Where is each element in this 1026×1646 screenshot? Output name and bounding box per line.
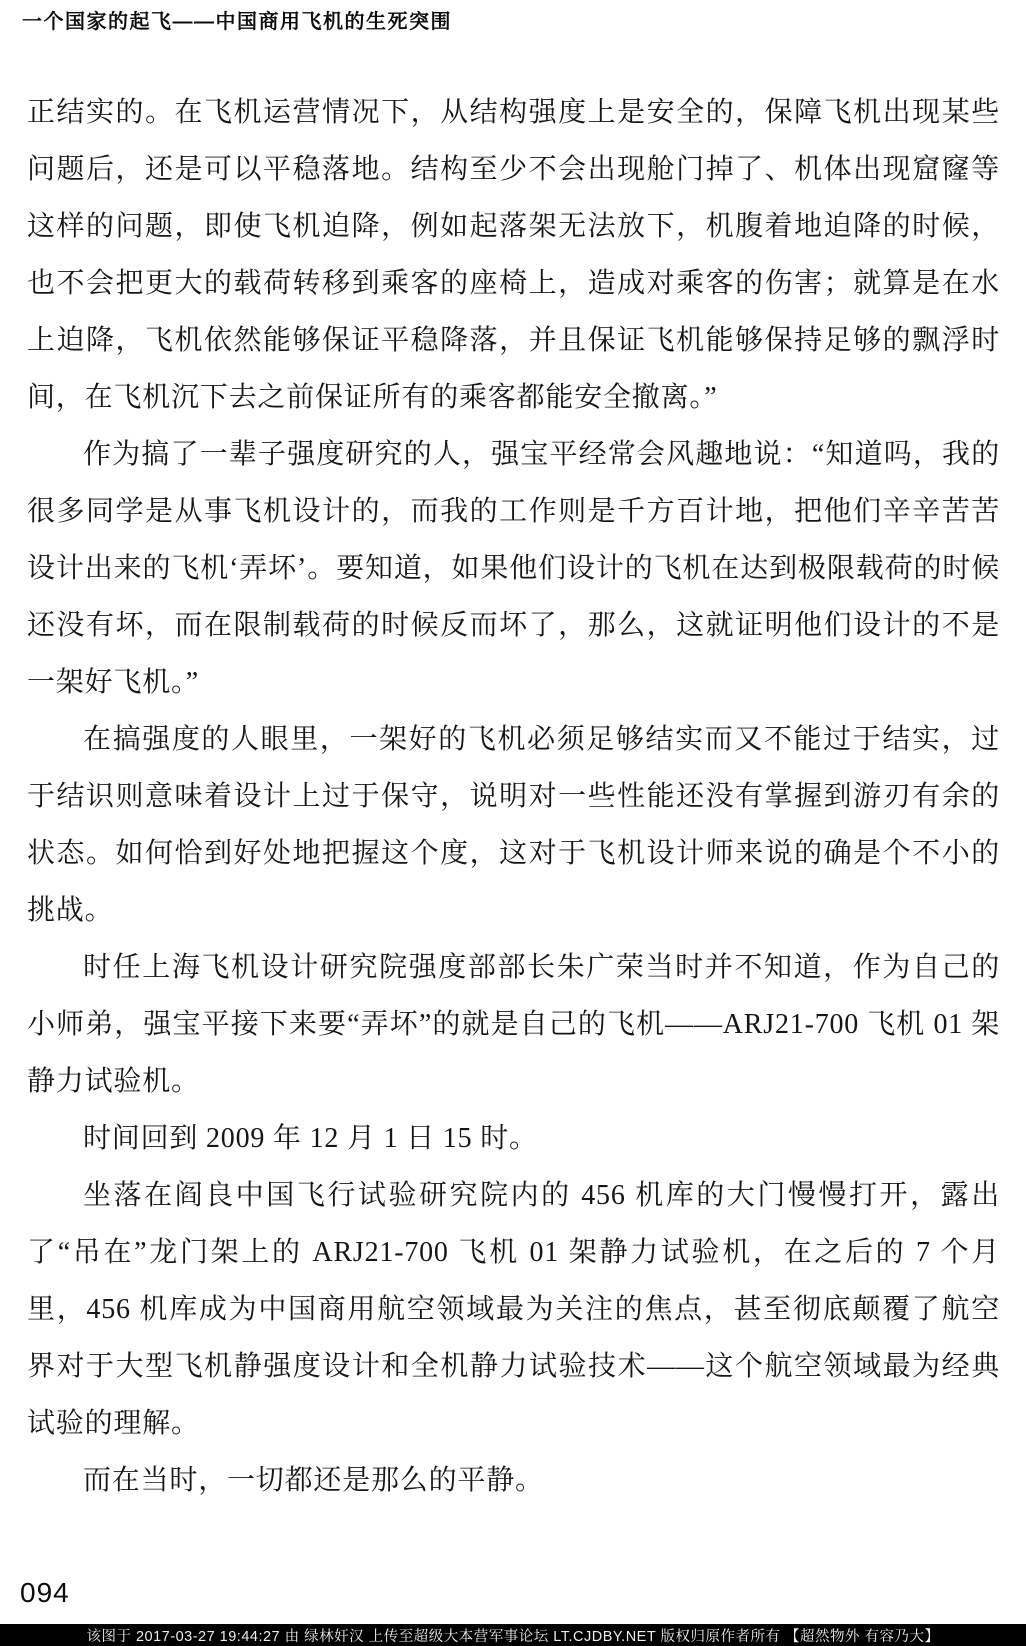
page-number: 094 xyxy=(20,1577,70,1608)
paragraph: 作为搞了一辈子强度研究的人，强宝平经常会风趣地说：“知道吗，我的很多同学是从事飞机设计的，而我的工作则是千方百计地，把他们辛辛苦苦设计出来的飞机‘弄坏’。要知道，如果他们设计的飞机在达到极限载荷的时候还没有坏，而在限制载荷的时候反而坏了，那么，这就证明他们设计的不是一架好飞机。” xyxy=(27,439,1000,698)
paragraph: 时间回到 2009 年 12 月 1 日 15 时。 xyxy=(83,1123,538,1154)
paragraph: 而在当时，一切都还是那么的平静。 xyxy=(83,1465,544,1496)
paragraph: 时任上海飞机设计研究院强度部部长朱广荣当时并不知道，作为自己的小师弟，强宝平接下来要“弄坏”的就是自己的飞机——ARJ21-700 飞机 01 架静力试验机。 xyxy=(27,952,1000,1097)
paragraph: 在搞强度的人眼里，一架好的飞机必须足够结实而又不能过于结实，过于结识则意味着设计上过于保守，说明对一些性能还没有掌握到游刃有余的状态。如何恰到好处地把握这个度，这对于飞机设计师来说的确是个不小的挑战。 xyxy=(27,724,1000,926)
watermark-text: 该图于 2017-03-27 19:44:27 由 绿林奸汉 上传至超级大本营军事论坛 LT.CJDBY.NET 版权归原作者所有 【超然物外 有容乃大】 xyxy=(86,1628,940,1645)
page-body-text xyxy=(27,84,1000,1509)
running-header-title: 一个国家的起飞——中国商用飞机的生死突围 xyxy=(22,11,452,33)
paragraph: 正结实的。在飞机运营情况下，从结构强度上是安全的，保障飞机出现某些问题后，还是可以平稳落地。结构至少不会出现舱门掉了、机体出现窟窿等这样的问题，即使飞机迫降，例如起落架无法放下，机腹着地迫降的时候，也不会把更大的载荷转移到乘客的座椅上，造成对乘客的伤害；就算是在水上迫降，飞机依然能够保证平稳降落，并且保证飞机能够保持足够的飘浮时间，在飞机沉下去之前保证所有的乘客都能安全撤离。” xyxy=(27,97,1000,413)
watermark-bar xyxy=(0,1624,1026,1646)
paragraph: 坐落在阎良中国飞行试验研究院内的 456 机库的大门慢慢打开，露出了“吊在”龙门架上的 ARJ21-700 飞机 01 架静力试验机，在之后的 7 个月里，456 机库成为中国商用航空领域最为关注的焦点，甚至彻底颠覆了航空界对于大型飞机静强度设计和全机静力试验技术——这个航空领域最为经典试验的理解。 xyxy=(27,1180,1000,1439)
